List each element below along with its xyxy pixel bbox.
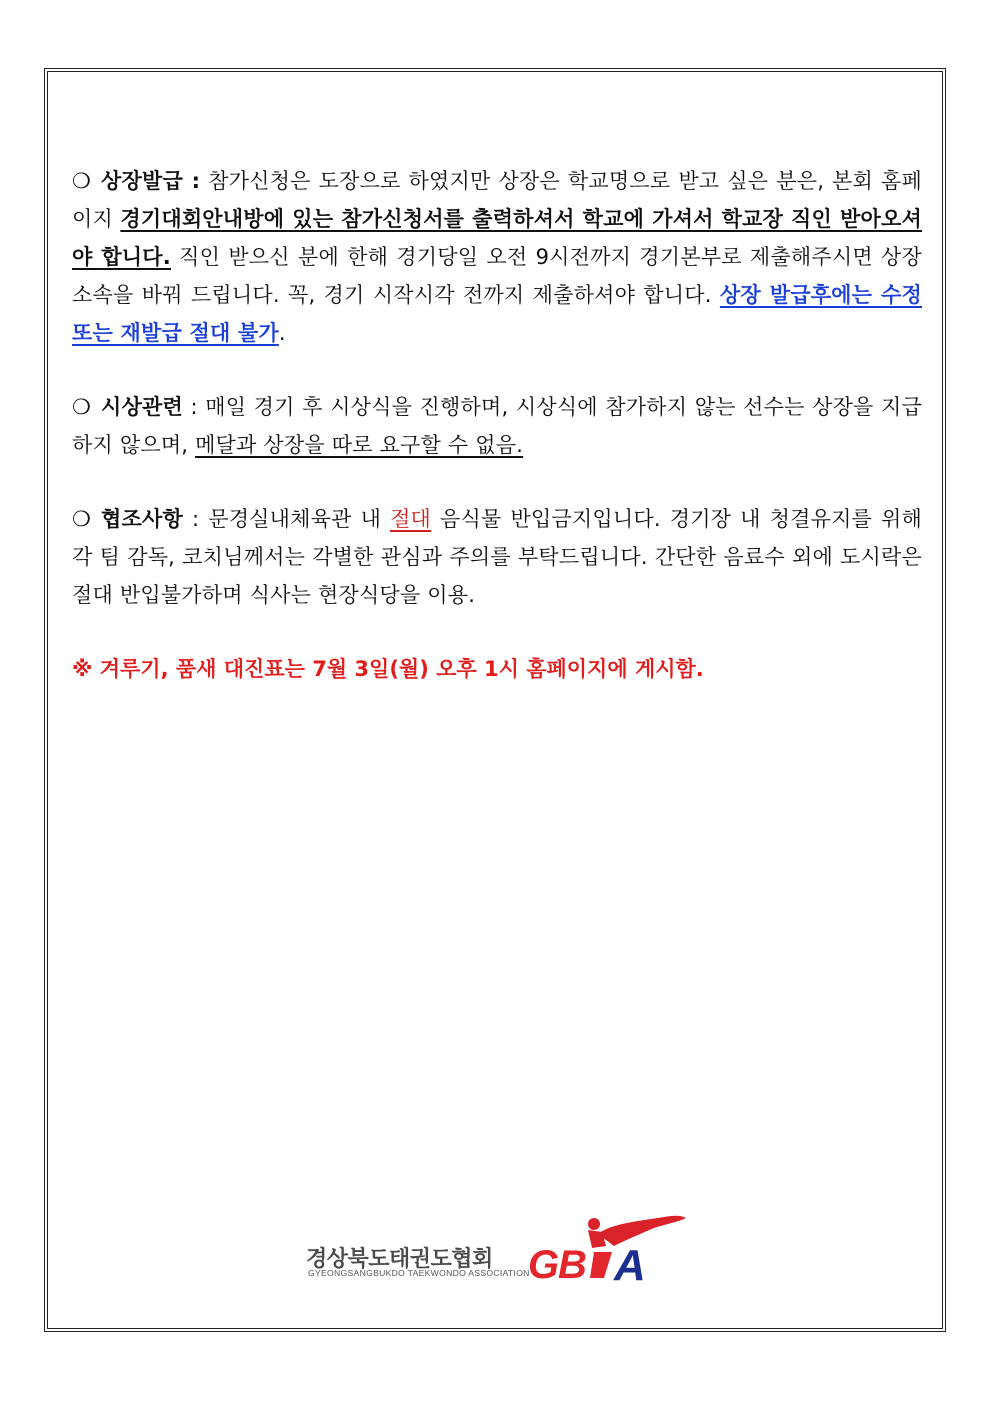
logo-name-english: GYEONGSANGBUKDO TAEKWONDO ASSOCIATION bbox=[308, 1268, 530, 1278]
bracket-notice: ※ 겨루기, 품새 대진표는 7월 3일(월) 오후 1시 홈페이지에 게시함. bbox=[72, 657, 704, 681]
section-award-issuance bbox=[72, 162, 922, 352]
svg-text:G: G bbox=[528, 1243, 560, 1284]
emphasis-text: 절대 bbox=[390, 507, 432, 531]
bullet-icon: ❍ bbox=[72, 507, 92, 531]
svg-text:A: A bbox=[614, 1241, 646, 1284]
emphasis-text: 경기대회안내방에 있는 참가신청서를 출력하셔서 학교에 가셔서 학교장 직인 받아오셔야 합니다. bbox=[72, 207, 922, 269]
warning-text: 상장 발급후에는 수정 또는 재발급 절대 불가 bbox=[72, 283, 922, 345]
logo-name-korean: 경상북도태권도협회 bbox=[306, 1246, 493, 1271]
association-logo bbox=[306, 1212, 686, 1284]
svg-text:B: B bbox=[558, 1243, 587, 1284]
section-awards-ceremony bbox=[72, 388, 922, 464]
bullet-icon: ❍ bbox=[72, 169, 92, 193]
gbta-logo-mark bbox=[528, 1212, 688, 1284]
section-heading: 협조사항 bbox=[101, 507, 183, 531]
section-end: . bbox=[278, 321, 286, 345]
section-heading: 시상관련 bbox=[101, 395, 183, 419]
section-text: 참가신청은 도장으로 하였지만 상장은 학교명으로 받고 싶은 분은, 본회 홈페이지 bbox=[72, 169, 922, 231]
notice-content bbox=[72, 162, 922, 688]
emphasis-text: 메달과 상장을 따로 요구할 수 없음. bbox=[195, 433, 524, 457]
bullet-icon: ❍ bbox=[72, 395, 92, 419]
section-text: 직인 받으신 분에 한해 경기당일 오전 9시전까지 경기본부로 제출해주시면 상장 소속을 바꿔 드립니다. 꼭, 경기 시작시각 전까지 제출하셔야 합니다. bbox=[72, 245, 922, 307]
section-text: : 문경실내체육관 내 bbox=[182, 507, 391, 531]
section-cooperation bbox=[72, 500, 922, 614]
section-text: : 매일 경기 후 시상식을 진행하며, 시상식에 참가하지 않는 선수는 상장을 지급하지 않으며, bbox=[72, 395, 922, 457]
section-text: 음식물 반입금지입니다. 경기장 내 청결유지를 위해 각 팀 감독, 코치님께서는 각별한 관심과 주의를 부탁드립니다. 간단한 음료수 외에 도시락은 절대 반입불가하며 식사는 현장식당을 이용. bbox=[72, 507, 922, 607]
section-heading: 상장발급 : bbox=[101, 169, 201, 193]
